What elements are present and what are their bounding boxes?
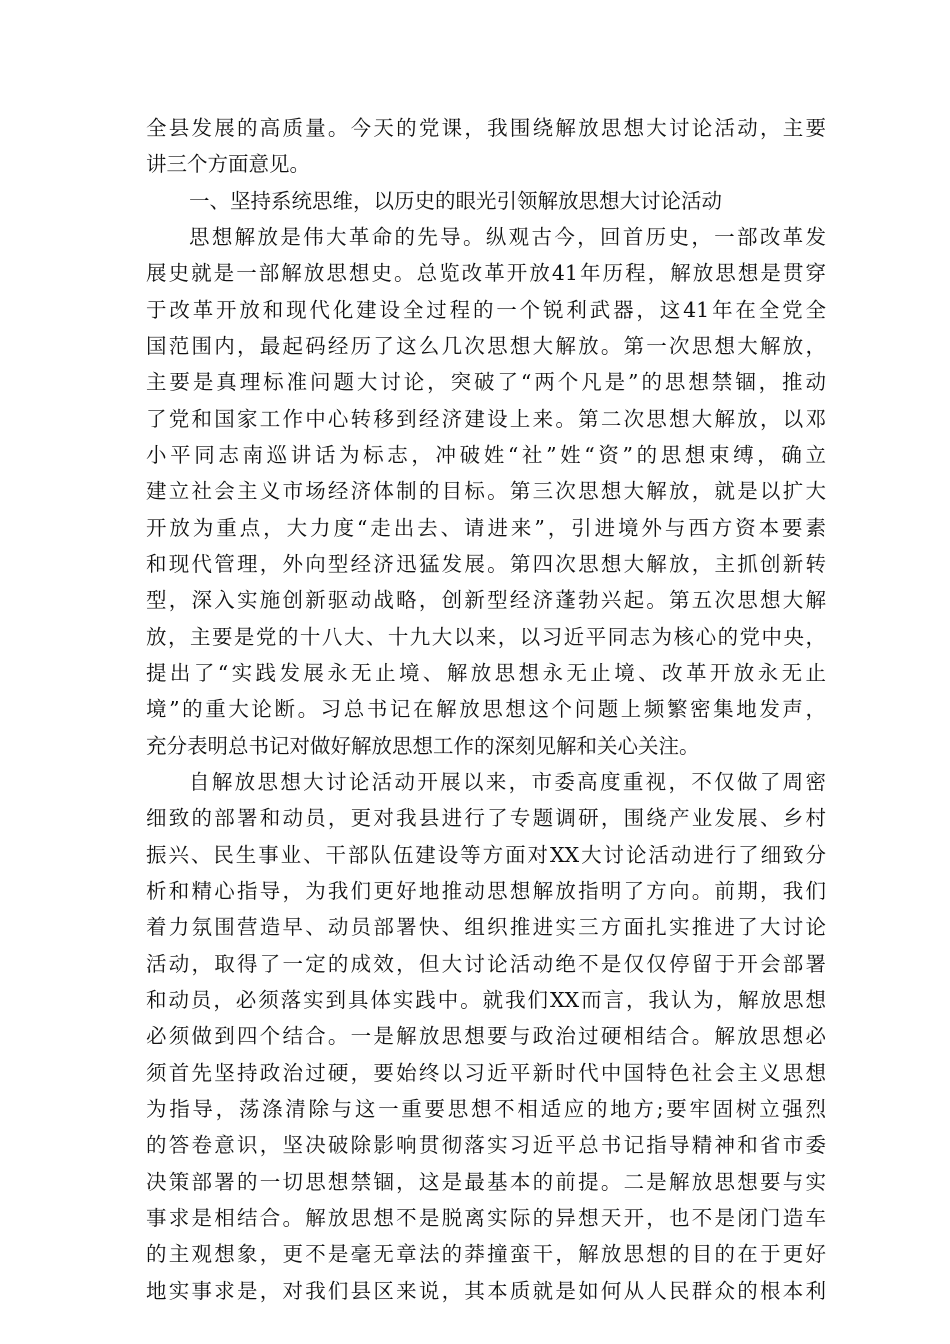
text-line: 为指导，荡涤清除与这一重要思想不相适应的地方;要牢固树立强烈	[146, 1097, 826, 1121]
text-line: 地实事求是，对我们县区来说，其本质就是如何从人民群众的根本利	[146, 1279, 826, 1303]
text-line: 着力氛围营造早、动员部署快、组织推进实三方面扎实推进了大讨论	[146, 915, 826, 939]
text-line: 充分表明总书记对做好解放思想工作的深刻见解和关心关注。	[146, 734, 700, 758]
paragraph-first-line: 思想解放是伟大革命的先导。纵观古今，回首历史，一部改革发	[189, 225, 826, 249]
text-line: 须首先坚持政治过硬，要始终以习近平新时代中国特色社会主义思想	[146, 1061, 826, 1085]
text-line: 和现代管理，外向型经济迅猛发展。第四次思想大解放，主抓创新转	[146, 552, 826, 576]
text-line: 国范围内，最起码经历了这么几次思想大解放。第一次思想大解放，	[146, 334, 826, 358]
text-line: 型，深入实施创新驱动战略，创新型经济蓬勃兴起。第五次思想大解	[146, 588, 826, 612]
text-line: 境”的重大论断。习总书记在解放思想这个问题上频繁密集地发声，	[146, 697, 826, 721]
text-line: 的答卷意识，坚决破除影响贯彻落实习近平总书记指导精神和省市委	[146, 1133, 826, 1157]
text-line: 小平同志南巡讲话为标志，冲破姓“社”姓“资”的思想束缚，确立	[146, 443, 826, 467]
text-line: 析和精心指导，为我们更好地推动思想解放指明了方向。前期，我们	[146, 879, 826, 903]
text-line: 活动，取得了一定的成效，但大讨论活动绝不是仅仅停留于开会部署	[146, 952, 826, 976]
text-line: 开放为重点，大力度“走出去、请进来”，引进境外与西方资本要素	[146, 516, 826, 540]
text-line: 建立社会主义市场经济体制的目标。第三次思想大解放，就是以扩大	[146, 479, 826, 503]
text-line: 全县发展的高质量。今天的党课，我围绕解放思想大讨论活动，主要	[146, 116, 826, 140]
text-line: 展史就是一部解放思想史。总览改革开放41年历程，解放思想是贯穿	[146, 261, 826, 285]
text-line: 于改革开放和现代化建设全过程的一个锐利武器，这41年在全党全	[146, 298, 826, 322]
text-line: 决策部署的一切思想禁锢，这是最基本的前提。二是解放思想要与实	[146, 1170, 826, 1194]
text-line: 放，主要是党的十八大、十九大以来，以习近平同志为核心的党中央，	[146, 625, 826, 649]
paragraph-first-line: 自解放思想大讨论活动开展以来，市委高度重视，不仅做了周密	[189, 770, 826, 794]
text-line: 和动员，必须落实到具体实践中。就我们XX而言，我认为，解放思想	[146, 988, 826, 1012]
text-line: 了党和国家工作中心转移到经济建设上来。第二次思想大解放，以邓	[146, 407, 826, 431]
text-line: 必须做到四个结合。一是解放思想要与政治过硬相结合。解放思想必	[146, 1024, 826, 1048]
text-line: 事求是相结合。解放思想不是脱离实际的异想天开，也不是闭门造车	[146, 1206, 826, 1230]
text-line: 提出了“实践发展永无止境、解放思想永无止境、改革开放永无止	[146, 661, 826, 685]
text-line: 振兴、民生事业、干部队伍建设等方面对XX大讨论活动进行了细致分	[146, 843, 826, 867]
text-line: 讲三个方面意见。	[146, 152, 310, 176]
text-line: 的主观想象，更不是毫无章法的莽撞蛮干，解放思想的目的在于更好	[146, 1242, 826, 1266]
section-heading: 一、坚持系统思维，以历史的眼光引领解放思想大讨论活动	[189, 189, 722, 213]
text-line: 主要是真理标准问题大讨论，突破了“两个凡是”的思想禁锢，推动	[146, 370, 826, 394]
text-line: 细致的部署和动员，更对我县进行了专题调研，围绕产业发展、乡村	[146, 806, 826, 830]
